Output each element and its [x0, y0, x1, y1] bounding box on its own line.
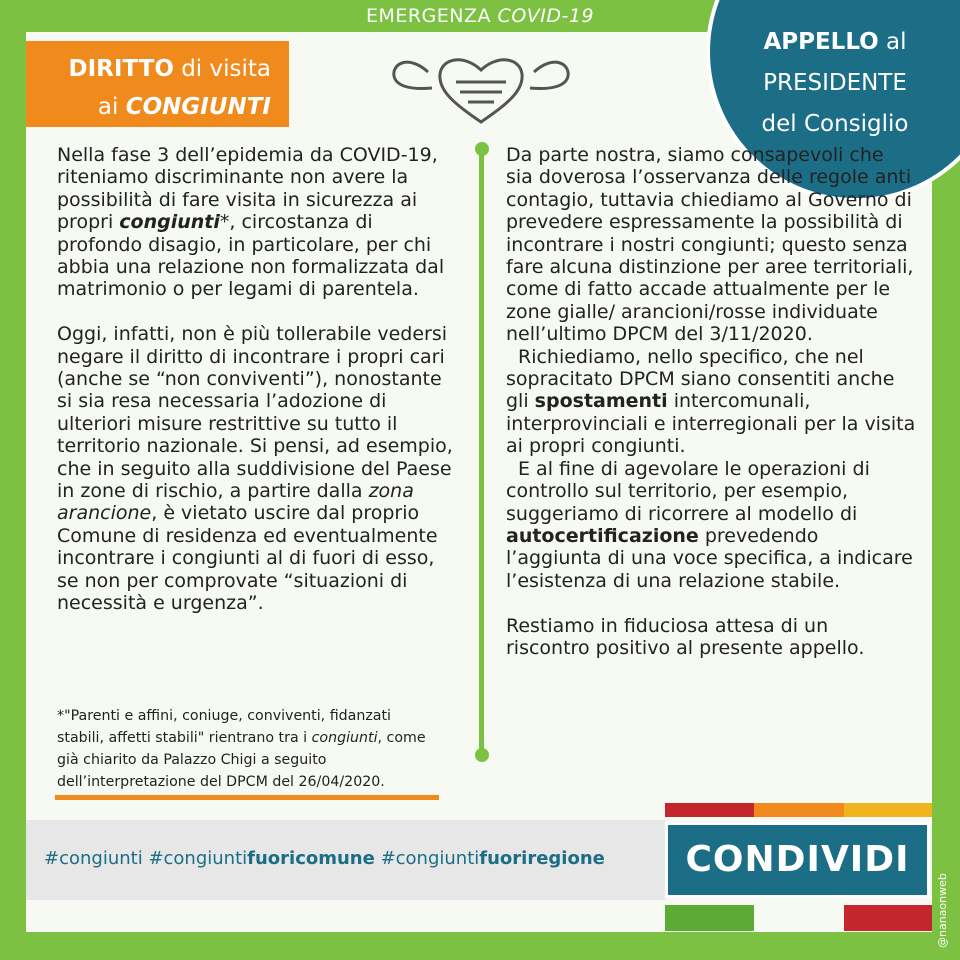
left-column: [57, 144, 462, 615]
stripe-gold-top: [844, 803, 932, 817]
appeal-line3: del Consiglio: [761, 111, 909, 137]
share-button[interactable]: CONDIVIDI: [665, 822, 930, 898]
appeal-rest: al: [886, 29, 907, 55]
left-p2a: Oggi, infatti, non è più tollerabile vedersi negare il diritto di incontrare i propri cari (anche se “non conviventi”), nonostante si sia resa necessaria l’adozione di ulteriori misure restrittive su tutto il territorio nazionale. Si pensi, ad esempio, che in seguito alla suddivisione del Paese in zone di rischio, a partire dalla: [57, 323, 453, 503]
flag-green: [665, 905, 754, 931]
banner-italic: COVID-19: [497, 5, 595, 27]
hashtag-fuoricomune[interactable]: [148, 848, 374, 869]
footnote: [57, 705, 442, 793]
left-paragraph-1: [57, 144, 462, 301]
right-column: [506, 144, 916, 659]
right-paragraph-4: Restiamo in fiduciosa attesa di un riscontro positivo al presente appello.: [506, 614, 865, 659]
title-bold: DIRITTO: [68, 56, 174, 82]
divider-bottom-dot: [475, 748, 489, 762]
hashtag-fuoriregione[interactable]: [381, 848, 605, 869]
note-c: , come già chiarito da Palazzo Chigi a seguito dell’interpretazione del DPCM del 26/04/2020.: [57, 730, 426, 790]
left-paragraph-2: [57, 323, 462, 614]
right-p3b: autocertificazione: [506, 524, 699, 547]
left-p2c: , è vietato uscire dal proprio Comune di residenza ed eventualmente incontrare i congiunti al di fuori di esso, se non per comprovate “situazioni di necessità e urgenza”.: [57, 502, 438, 615]
hashtag-congiunti[interactable]: #congiunti: [44, 848, 143, 869]
flag-red: [844, 905, 932, 931]
hashtag-3b: fuoriregione: [479, 848, 605, 869]
right-paragraph-1: Da parte nostra, siamo consapevoli che sia doverosa l’osservanza delle regole anti contagio, tuttavia chiediamo al Governo di prevedere espressamente la possibilità di incontrare i nostri congiunti; questo senza fare alcuna distinzione per aree territoriali, come di fatto accade attualmente per le zone gialle/ arancioni/rosse individuate nell’ultimo DPCM del 3/11/2020.: [506, 144, 914, 346]
title-rest: di visita: [181, 56, 271, 82]
hashtag-3a: #congiunti: [380, 848, 480, 869]
right-paragraph-2: [506, 346, 916, 458]
watermark: @nanaonweb: [936, 873, 949, 948]
right-p3a: E al fine di agevolare le operazioni di controllo sul territorio, per esempio, suggeriamo di ricorrere al modello di: [506, 457, 870, 525]
stripe-orange-top: [754, 803, 844, 817]
note-a: *"Parenti e affini, coniuge, conviventi, fidanzati stabili, affetti stabili" rientrano tra i: [57, 708, 391, 746]
title-line2b: CONGIUNTI: [125, 94, 271, 120]
title-box: [26, 41, 289, 127]
note-b: congiunti: [311, 730, 378, 746]
hashtags: [44, 848, 605, 869]
right-p3c: prevedendo l’aggiunta di una voce specifica, a indicare l’esistenza di una relazione stabile.: [506, 524, 913, 592]
left-p1c: *, circostanza di profondo disagio, in particolare, per chi abbia una relazione non formalizzata dal matrimonio o per legami di parentela.: [57, 211, 445, 301]
right-p2b: spostamenti: [534, 390, 668, 413]
footnote-underline: [55, 795, 439, 800]
heart-mask-icon: [388, 46, 574, 126]
appeal-bold: APPELLO: [763, 29, 879, 55]
banner-text: EMERGENZA: [365, 5, 491, 27]
right-paragraph-3: [506, 458, 916, 592]
left-p1a: Nella fase 3 dell’epidemia da COVID-19, riteniamo discriminante non avere la possibilità di fare visita in sicurezza ai propri: [57, 144, 438, 234]
divider-top-dot: [475, 142, 489, 156]
appeal-text: [735, 22, 935, 145]
stripe-red-top: [665, 803, 754, 817]
right-p2a: Richiediamo, nello specifico, che nel sopracitato DPCM siano consentiti anche gli: [506, 345, 895, 413]
title-line2a: ai: [97, 94, 119, 120]
appeal-line2: PRESIDENTE: [763, 70, 907, 96]
flag-white: [754, 905, 844, 931]
right-p2c: intercomunali, interprovinciali e interregionali per la visita ai propri congiunti.: [506, 390, 916, 458]
hashtag-2b: fuoricomune: [247, 848, 375, 869]
left-p2b: zona arancione: [57, 480, 414, 525]
left-p1b: congiunti: [119, 211, 220, 234]
column-divider: [479, 148, 484, 754]
hashtag-2a: #congiunti: [148, 848, 248, 869]
